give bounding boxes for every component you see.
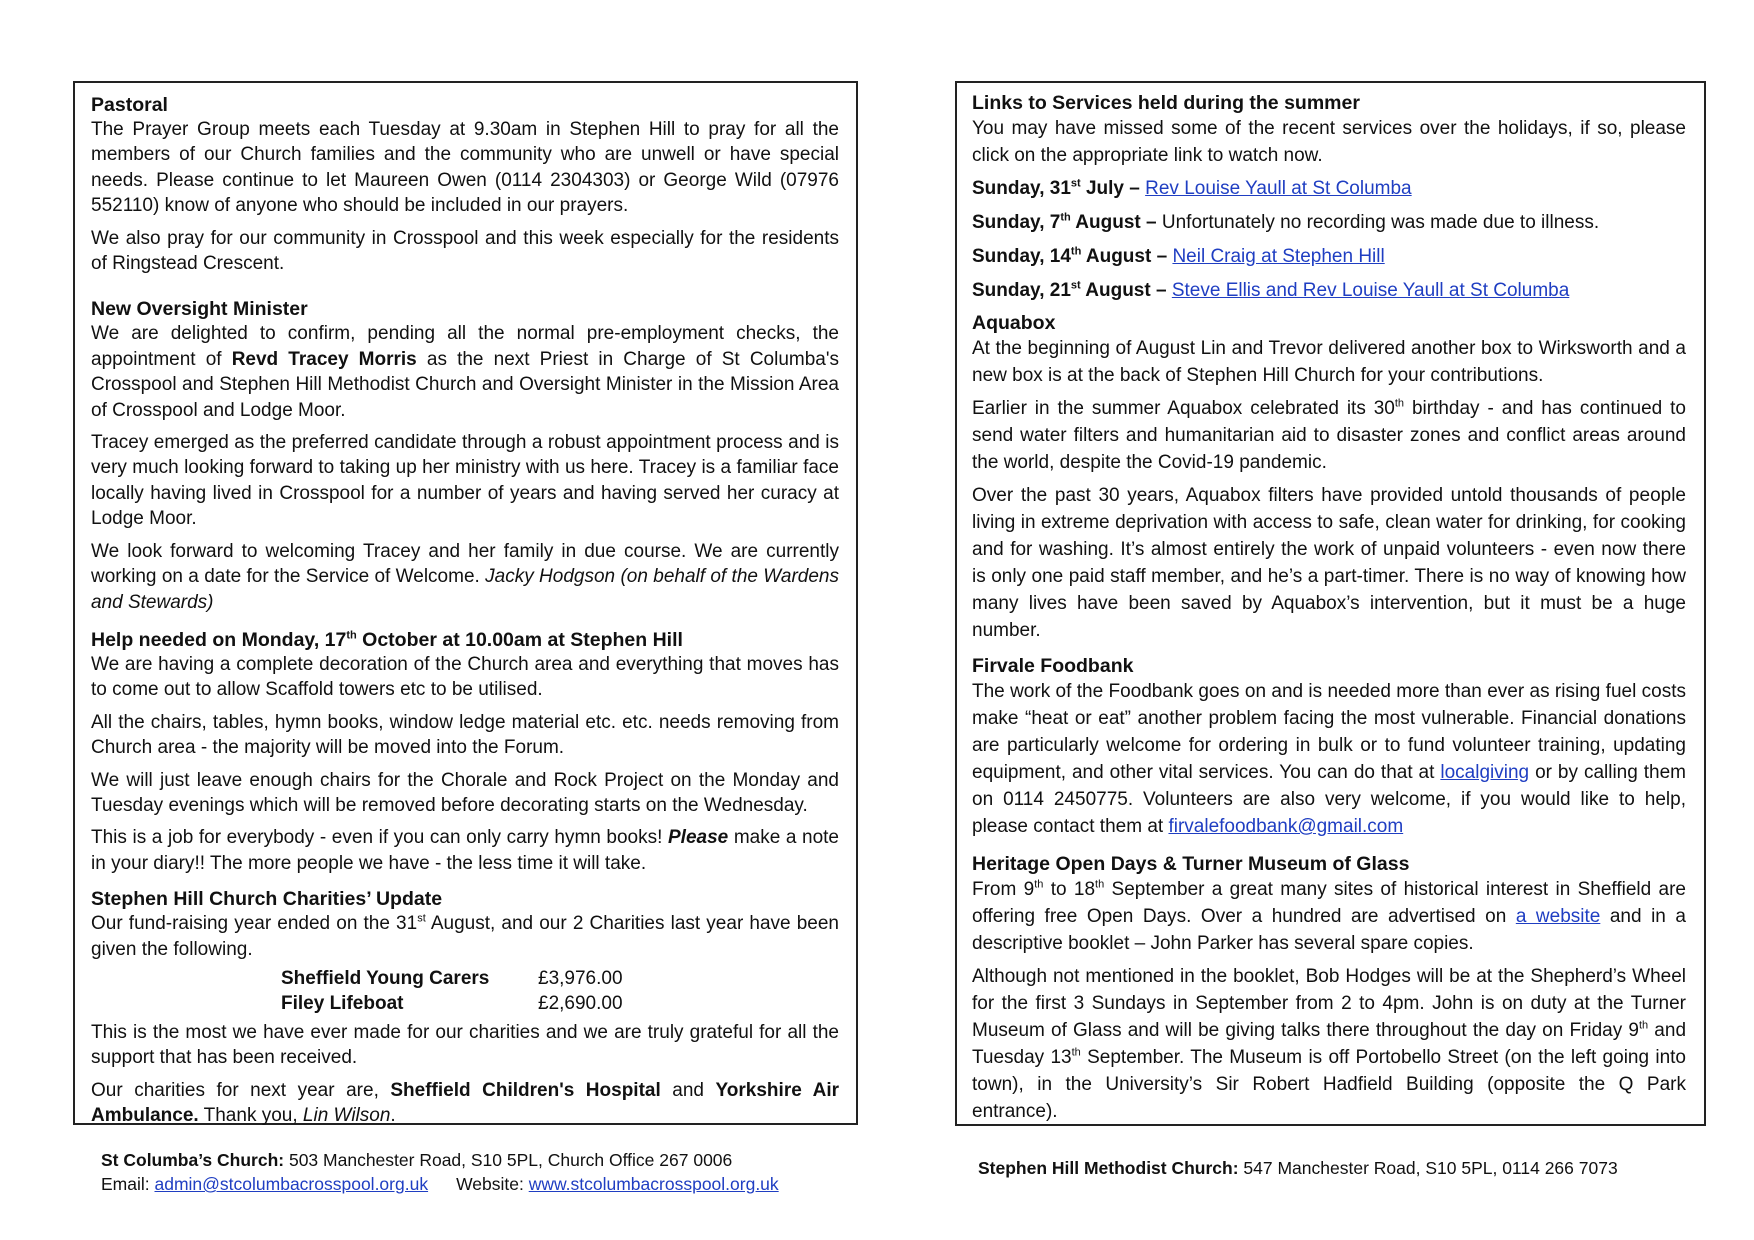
help-paragraph-1: We are having a complete decoration of the Church area and everything that moves has to come out to allow Scaffold towers etc to be utilised. xyxy=(91,653,839,701)
aquabox-paragraph-1: At the beginning of August Lin and Trevor delivered another box to Wirksworth and a new box is at the back of Stephen Hill Church for your contributions. xyxy=(972,338,1686,386)
footer-website-link[interactable]: www.stcolumbacrosspool.org.uk xyxy=(528,1174,779,1194)
charities-paragraph-3: Our charities for next year are, Sheffield Children's Hospital and Yorkshire Air Ambulance. Thank you, Lin Wilson. xyxy=(91,1079,839,1127)
table-row xyxy=(281,991,623,1016)
charities-paragraph-1: Our fund-raising year ended on the 31st August, and our 2 Charities last year have been given the following. xyxy=(91,912,839,960)
footer-address-line: St Columba’s Church: 503 Manchester Road, S10 5PL, Church Office 267 0006 xyxy=(101,1150,733,1170)
pastoral-paragraph-2: We also pray for our community in Crosspool and this week especially for the residents of Ringstead Crescent. xyxy=(91,227,839,275)
charity-amount: £3,976.00 xyxy=(538,967,623,989)
minister-name: Revd Tracey Morris xyxy=(231,348,417,370)
help-paragraph-4: This is a job for everybody - even if you can only carry hymn books! Please make a note in your diary!! The more people we have - the less time it will take. xyxy=(91,827,840,874)
heritage-heading: Heritage Open Days & Turner Museum of Glass xyxy=(972,853,1410,875)
oversight-paragraph-2: Tracey emerged as the preferred candidate through a robust appointment process and is very much looking forward to taking up her ministry with us here. Tracey is a familiar face locally having lived in Crosspool for a number of years and having served her curacy at Lodge Moor. xyxy=(91,432,839,530)
left-column-box xyxy=(73,81,858,1125)
footer-contact-line: Email: admin@stcolumbacrosspool.org.uk Website: www.stcolumbacrosspool.org.uk xyxy=(101,1174,779,1194)
service-item-31-july: Sunday, 31st July – Rev Louise Yaull at St Columba xyxy=(972,177,1412,199)
oversight-paragraph-1: We are delighted to confirm, pending all the normal pre-employment checks, the appointment of Revd Tracey Morris as the next Priest in Charge of St Columba's Crosspool and Stephen Hill Methodist Church and Oversight Minister in the Mission Area of Crosspool and Lodge Moor. xyxy=(91,323,839,421)
heritage-paragraph-2: Although not mentioned in the booklet, Bob Hodges will be at the Shepherd’s Wheel for the first 3 Sundays in September from 2 to 4pm. John is on duty at the Turner Museum of Glass and will be giving talks there throughout the day on Friday 9th and Tuesday 13th September. The Museum is off Portobello Street (on the left going into town), in the University’s Sir Robert Hadfield Building (opposite the Q Park entrance). xyxy=(972,966,1687,1122)
service-link-21-august[interactable]: Steve Ellis and Rev Louise Yaull at St Columba xyxy=(1171,280,1570,301)
table-row xyxy=(281,966,623,991)
service-item-14-august: Sunday, 14th August – Neil Craig at Stephen Hill xyxy=(972,245,1385,267)
service-item-7-august: Sunday, 7th August – Unfortunately no recording was made due to illness. xyxy=(972,211,1600,233)
oversight-signature: Jacky Hodgson (on behalf of the Wardens and Stewards) xyxy=(91,566,839,613)
oversight-paragraph-3: We look forward to welcoming Tracey and her family in due course. We are currently working on a date for the Service of Welcome. Jacky Hodgson (on behalf of the Wardens and Stewards) xyxy=(91,540,839,613)
pastoral-heading: Pastoral xyxy=(91,94,168,116)
charity-name: Filey Lifeboat xyxy=(281,992,404,1014)
footer-email-link[interactable]: admin@stcolumbacrosspool.org.uk xyxy=(154,1174,429,1194)
help-paragraph-2: All the chairs, tables, hymn books, window ledge material etc. etc. needs removing from Church area - the majority will be moved into the Forum. xyxy=(91,711,839,759)
heritage-website-link[interactable]: a website xyxy=(1515,906,1601,927)
aquabox-paragraph-3: Over the past 30 years, Aquabox filters have provided untold thousands of people living in extreme deprivation with access to safe, clean water for drinking, for cooking and for washing. It’s almost entirely the work of unpaid volunteers - even now there is only one paid staff member, and he’s a part-timer. There is no way of knowing how many lives have been saved by Aquabox’s intervention, but it must be a huge number. xyxy=(972,485,1686,641)
foodbank-paragraph: The work of the Foodbank goes on and is needed more than ever as rising fuel costs make “heat or eat” another problem facing the most vulnerable. Financial donations are particularly welcome for ordering in bulk or to fund volunteer training, updating equipment, and other vital services. You can do that at localgiving or by calling them on 0114 2450775. Volunteers are also very welcome, if you would like to help, please contact them at firvalefoodbank@gmail.com xyxy=(972,681,1687,837)
service-note-7-august: Unfortunately no recording was made due to illness. xyxy=(1161,212,1600,233)
help-paragraph-3: We will just leave enough chairs for the Chorale and Rock Project on the Monday and Tuesday evenings which will be removed before decorating starts on the Wednesday. xyxy=(91,769,839,816)
footer-stephen-hill: Stephen Hill Methodist Church: 547 Manchester Road, S10 5PL, 0114 266 7073 xyxy=(978,1158,1618,1178)
links-heading: Links to Services held during the summer xyxy=(972,92,1360,114)
heritage-paragraph-1: From 9th to 18th September a great many sites of historical interest in Sheffield are offering free Open Days. Over a hundred are advertised on a website and in a descriptive booklet – John Parker has several spare copies. xyxy=(972,878,1686,954)
links-intro: You may have missed some of the recent services over the holidays, if so, please click on the appropriate link to watch now. xyxy=(972,118,1686,166)
right-column-box xyxy=(955,81,1706,1126)
service-link-31-july[interactable]: Rev Louise Yaull at St Columba xyxy=(1145,178,1412,199)
service-item-21-august: Sunday, 21st August – Steve Ellis and Rev Louise Yaull at St Columba xyxy=(972,279,1570,301)
charity-name: Sheffield Young Carers xyxy=(281,967,490,989)
localgiving-link[interactable]: localgiving xyxy=(1440,762,1530,783)
oversight-heading: New Oversight Minister xyxy=(91,298,308,321)
aquabox-heading: Aquabox xyxy=(972,312,1056,334)
foodbank-heading: Firvale Foodbank xyxy=(972,655,1134,677)
footer-st-columba xyxy=(101,1148,779,1196)
charities-table xyxy=(281,966,623,1016)
charities-heading: Stephen Hill Church Charities’ Update xyxy=(91,888,443,911)
service-link-14-august[interactable]: Neil Craig at Stephen Hill xyxy=(1172,246,1385,267)
help-heading: Help needed on Monday, 17th October at 10.00am at Stephen Hill xyxy=(91,628,683,651)
pastoral-paragraph-1: The Prayer Group meets each Tuesday at 9.30am in Stephen Hill to pray for all the members of our Church families and the community who are unwell or have special needs. Please continue to let Maureen Owen (0114 2304303) or George Wild (07976 552110) know of anyone who should be included in our prayers. xyxy=(91,119,839,217)
aquabox-paragraph-2: Earlier in the summer Aquabox celebrated its 30th birthday - and has continued to send water filters and humanitarian aid to disaster zones and conflict areas around the world, despite the Covid-19 pandemic. xyxy=(972,397,1686,473)
charities-paragraph-2: This is the most we have ever made for our charities and we are truly grateful for all the support that has been received. xyxy=(91,1021,839,1069)
foodbank-email-link[interactable]: firvalefoodbank@gmail.com xyxy=(1168,816,1404,837)
charity-amount: £2,690.00 xyxy=(538,992,623,1014)
